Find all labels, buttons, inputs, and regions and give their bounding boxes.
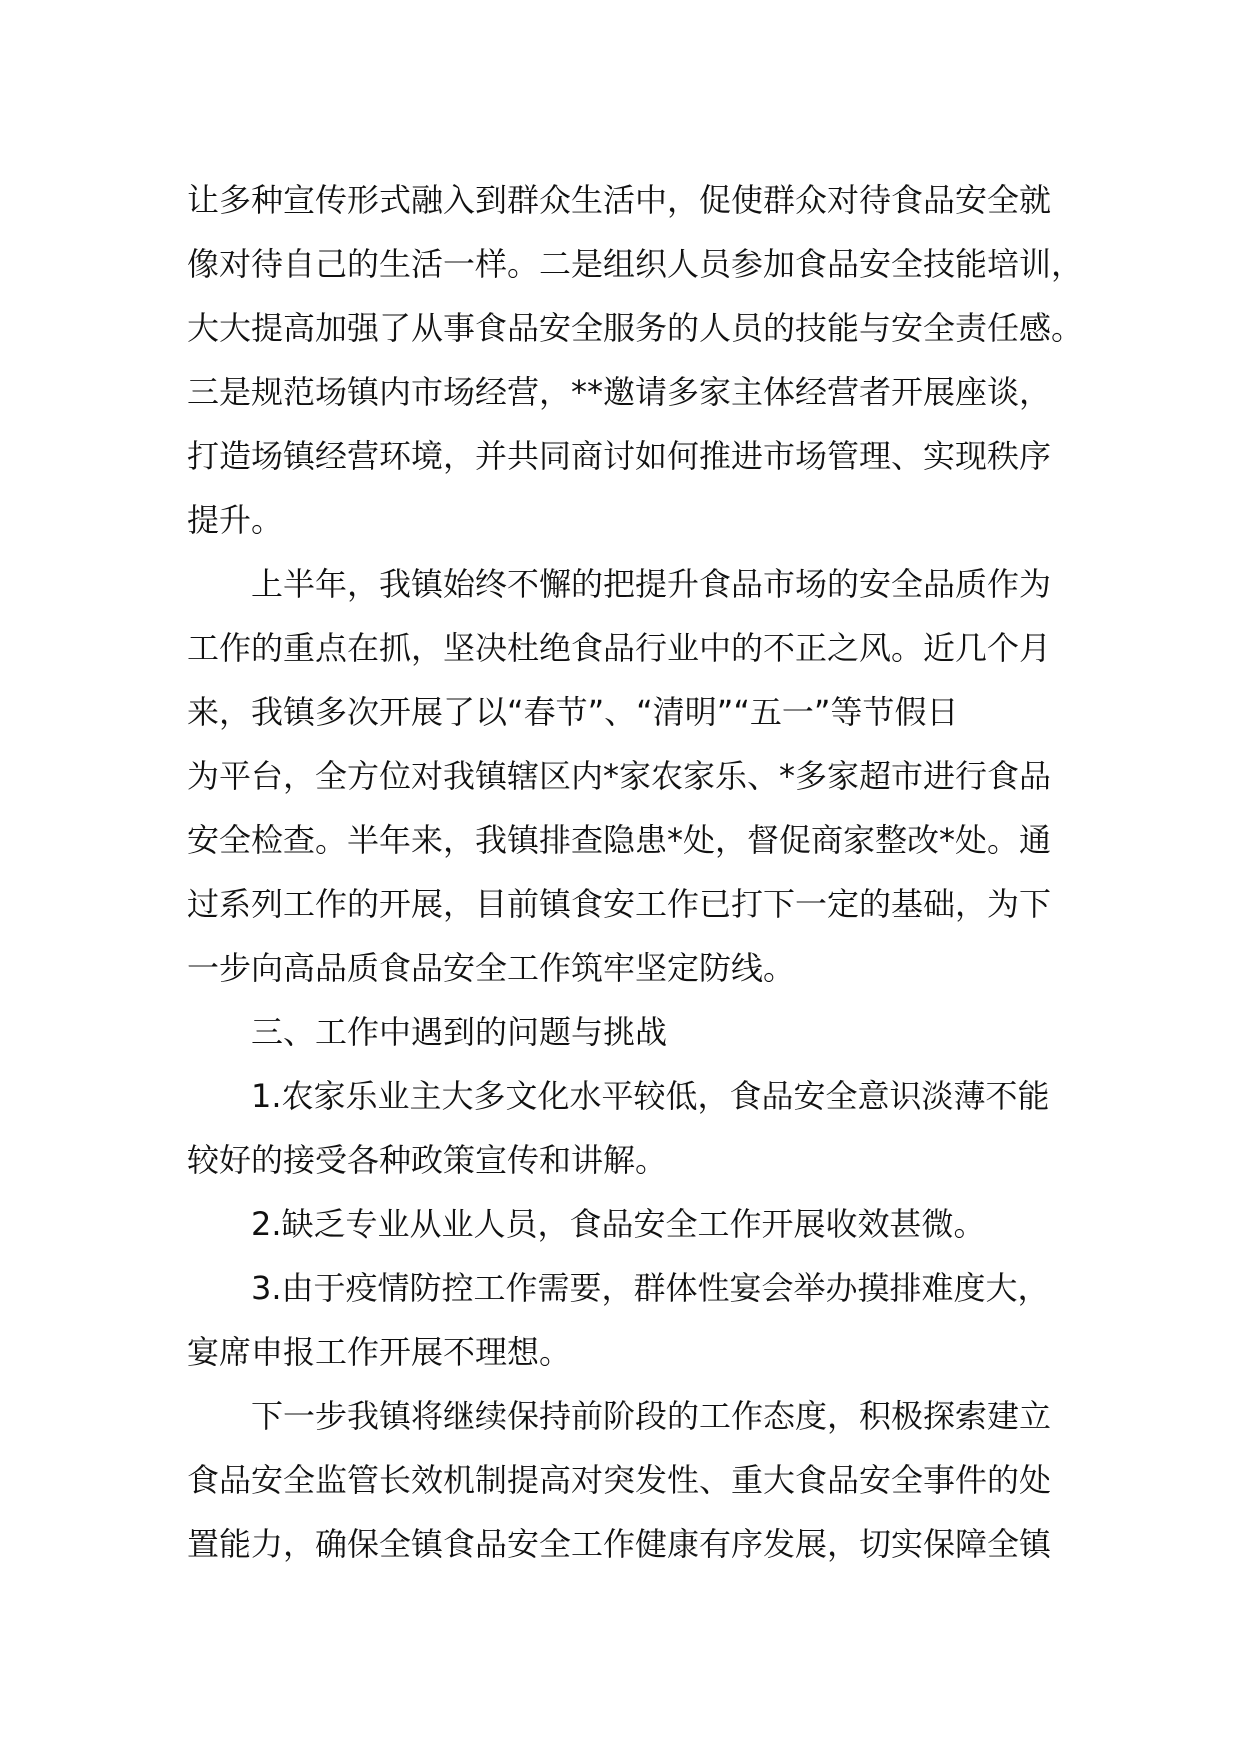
text-line: 3.由于疫情防控工作需要，群体性宴会举办摸排难度大， — [251, 1269, 1050, 1307]
text-line: 宴席申报工作开展不理想。 — [187, 1333, 572, 1371]
document-body — [187, 168, 1084, 1576]
paragraph-first-half-year — [187, 552, 1057, 1000]
text-line: 三是规范场镇内市场经营，**邀请多家主体经营者开展座谈， — [187, 373, 1052, 411]
text-line: 像对待自己的生活一样。二是组织人员参加食品安全技能培训， — [187, 245, 1084, 283]
paragraph-continuation — [187, 168, 1084, 552]
text-line: 下一步我镇将继续保持前阶段的工作态度，积极探索建立 — [251, 1397, 1052, 1435]
text-line: 安全检查。半年来，我镇排查隐患*处，督促商家整改*处。通 — [187, 821, 1052, 859]
text-line: 2.缺乏专业从业人员，食品安全工作开展收效甚微。 — [251, 1205, 986, 1243]
text-line: 工作的重点在抓，坚决杜绝食品行业中的不正之风。近几个月 — [187, 629, 1052, 667]
list-item-1 — [187, 1064, 1057, 1192]
list-item-2 — [187, 1192, 1057, 1256]
text-line: 食品安全监管长效机制提高对突发性、重大食品安全事件的处 — [187, 1461, 1052, 1499]
paragraph-next-steps — [187, 1384, 1057, 1576]
text-line: 来，我镇多次开展了以“春节”、“清明”“五一”等节假日 — [187, 693, 959, 731]
text-line: 置能力，确保全镇食品安全工作健康有序发展，切实保障全镇 — [187, 1525, 1052, 1563]
text-line: 提升。 — [187, 501, 284, 539]
text-line: 打造场镇经营环境，并共同商讨如何推进市场管理、实现秩序 — [187, 437, 1052, 475]
text-line: 让多种宣传形式融入到群众生活中，促使群众对待食品安全就 — [187, 181, 1052, 219]
section-heading — [187, 1000, 1057, 1064]
text-line: 大大提高加强了从事食品安全服务的人员的技能与安全责任感。 — [187, 309, 1084, 347]
text-line: 1.农家乐业主大多文化水平较低，食品安全意识淡薄不能 — [251, 1077, 1050, 1115]
text-line: 较好的接受各种政策宣传和讲解。 — [187, 1141, 668, 1179]
text-line: 过系列工作的开展，目前镇食安工作已打下一定的基础，为下 — [187, 885, 1052, 923]
text-line: 一步向高品质食品安全工作筑牢坚定防线。 — [187, 949, 796, 987]
text-line: 上半年，我镇始终不懈的把提升食品市场的安全品质作为 — [251, 565, 1052, 603]
heading-text: 三、工作中遇到的问题与挑战 — [251, 1013, 668, 1051]
list-item-3 — [187, 1256, 1057, 1384]
text-line: 为平台，全方位对我镇辖区内*家农家乐、*多家超市进行食品 — [187, 757, 1052, 795]
